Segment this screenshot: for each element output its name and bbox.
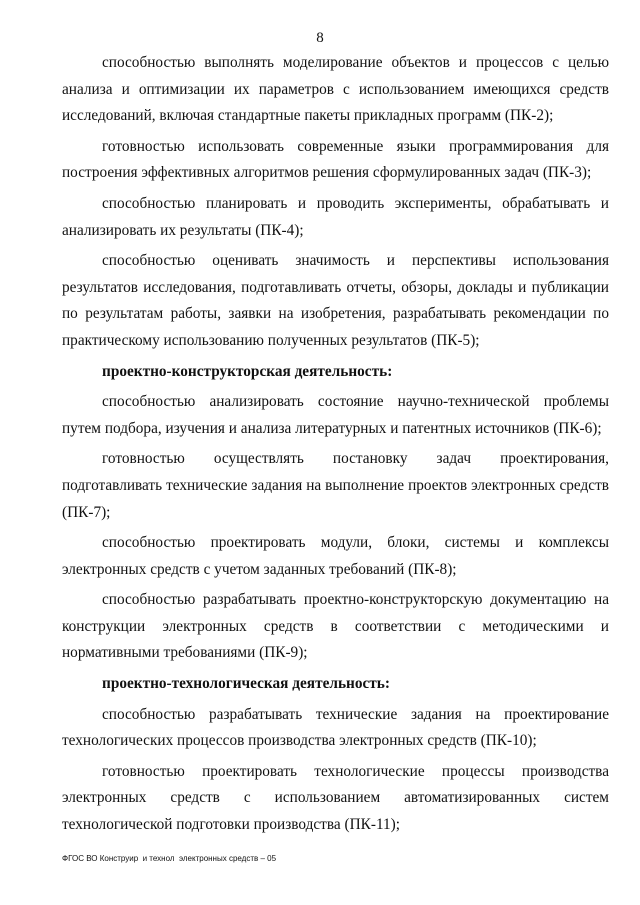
competency-pk8: способностью проектировать модули, блоки, системы и комплексы электронных средств с учетом заданных требований (ПК-8); bbox=[62, 534, 609, 578]
competency-pk2: способностью выполнять моделирование объектов и процессов с целью анализа и оптимизации их параметров с использованием имеющихся средств исследований, включая стандартные пакеты прикладных программ (ПК-2); bbox=[62, 54, 609, 125]
competency-pk9: способностью разрабатывать проектно-конструкторскую документацию на конструкции электронных средств в соответствии с методическими и нормативными требованиями (ПК-9); bbox=[62, 591, 609, 662]
competency-pk6: способностью анализировать состояние научно-технической проблемы путем подбора, изучения и анализа литературных и патентных источников (ПК-6); bbox=[62, 393, 609, 437]
competency-pk10: способностью разрабатывать технические задания на проектирование технологических процессов производства электронных средств (ПК-10); bbox=[62, 705, 609, 750]
competency-pk11: готовностью проектировать технологические процессы производства электронных средств с использованием автоматизированных систем технологической подготовки производства (ПК-11); bbox=[62, 762, 609, 834]
section-heading-design: проектно-конструкторская деятельность: bbox=[102, 362, 393, 380]
document-body bbox=[62, 50, 609, 839]
page-number: 8 bbox=[316, 30, 324, 46]
competency-pk7: готовностью осуществлять постановку задач проектирования, подготавливать технические задания на выполнение проектов электронных средств (ПК-7); bbox=[62, 450, 609, 521]
competency-pk4: способностью планировать и проводить эксперименты, обрабатывать и анализировать их результаты (ПК-4); bbox=[62, 194, 609, 239]
competency-pk3: готовностью использовать современные языки программирования для построения эффективных алгоритмов решения сформулированных задач (ПК-3); bbox=[62, 137, 609, 182]
competency-pk5: способностью оценивать значимость и перспективы использования результатов исследования, подготавливать отчеты, обзоры, доклады и публикации по результатам работы, заявки на изобретения, разрабатывать рекомендации по практическому использованию полученных результатов (ПК-5); bbox=[62, 252, 609, 349]
section-heading-technology: проектно-технологическая деятельность: bbox=[102, 675, 390, 693]
page-footer: ФГОС ВО Конструир и технол электронных средств – 05 bbox=[62, 854, 277, 863]
